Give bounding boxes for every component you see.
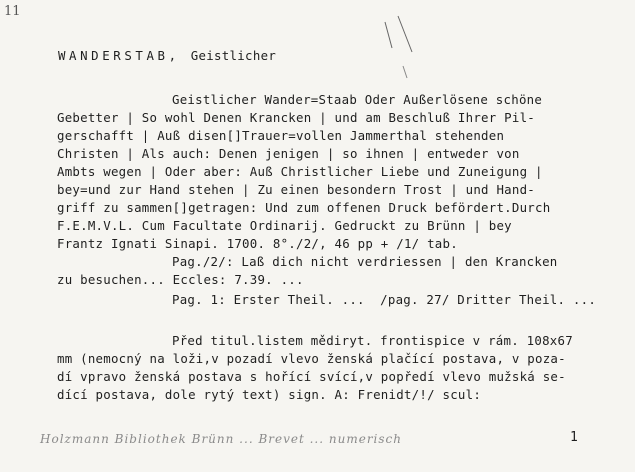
pag-line-3: Pag. 1: Erster Theil. ... /pag. 27/ Dritter Theil. ... xyxy=(172,292,597,307)
paragraph2-line-2: mm (nemocný na loži,v pozadí vlevo ženská plačící postava, v poza- xyxy=(57,351,566,366)
paragraph2-line-1: Před titul.listem mědiryt. frontispice v rám. 108x67 xyxy=(172,333,573,348)
pag-line-1: Pag./2/: Laß dich nicht verdriessen | den Krancken xyxy=(172,254,558,269)
heading-subtitle: Geistlicher xyxy=(190,48,277,63)
paragraph1-line-2: Gebetter | So wohl Denen Krancken | und am Beschluß Ihrer Pil- xyxy=(57,110,536,125)
card-heading xyxy=(58,48,276,64)
handwritten-note: Holzmann Bibliothek Brünn ... Brevet ... numerisch xyxy=(40,432,402,446)
paragraph1-line-3: gerschafft | Auß disen[]Trauer=vollen Jammerthal stehenden xyxy=(57,128,505,143)
page-number: 1 xyxy=(570,430,578,445)
paragraph1-line-6: bey=und zur Hand stehen | Zu einen besondern Trost | und Hand- xyxy=(57,182,536,197)
paragraph1-line-1: Geistlicher Wander=Staab Oder Außerlösene schöne xyxy=(172,92,543,107)
paragraph1-line-4: Christen | Als auch: Denen jenigen | so ihnen | entweder von xyxy=(57,146,520,161)
paragraph1-line-5: Ambts wegen | Oder aber: Auß Christlicher Liebe und Zuneigung | xyxy=(57,164,543,179)
paragraph2-line-4: dící postava, dole rytý text) sign. A: Frenidt/!/ scul: xyxy=(57,387,482,402)
paragraph1-line-9: Frantz Ignati Sinapi. 1700. 8°./2/, 46 pp + /1/ tab. xyxy=(57,236,458,251)
pag-line-2: zu besuchen... Eccles: 7.39. ... xyxy=(57,272,304,287)
paragraph1-line-7: griff zu sammen[]getragen: Und zum offenen Druck befördert.Durch xyxy=(57,200,551,215)
paragraph2-line-3: dí vpravo ženská postava s hořící svící,v popředí vlevo mužská se- xyxy=(57,369,566,384)
paragraph1-line-8: F.E.M.V.L. Cum Facultate Ordinarij. Gedruckt zu Brünn | bey xyxy=(57,218,512,233)
corner-mark: 11 xyxy=(4,4,21,19)
heading-title: WANDERSTAB, xyxy=(58,48,180,63)
